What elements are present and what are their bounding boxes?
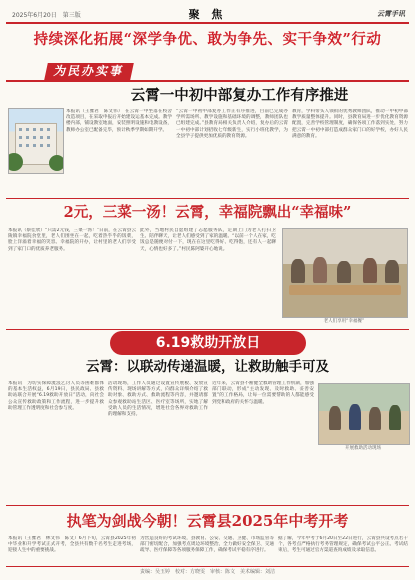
article-1-col-right: 教育，学科带头人领衔的优秀教师团队，推动一中初中部教学质量整体提升。同时，县教育局进一步优化教育资源配置，完善学校管理制度，确保各项工作落到实处，努力把云霄一中初中部打造成群众家门口的好学校，办好人民满意的教育。	[292, 109, 408, 139]
article-3-col-left: 本报讯 为切实保障流浪乞讨人员等困难群体的基本生活权益，6月19日，县民政局、县救助站联合开展“6.19救助开放日”活动，向社会公众宣传救助政策和工作流程，进一步提升救助管理工作透明度和社会参与度。	[8, 381, 104, 411]
divider	[6, 80, 409, 82]
relief-event-photo	[318, 383, 410, 445]
article-4-col-left: 本报讯（王雅君 林文伟 陈文）6月下旬，云霄县2025年初中毕业和升学考试正式开考，全县共有数千名考生走进考场，迎接人生中的重要挑战。	[8, 536, 136, 554]
article-1-col-mid: “云霄一中初中部复办工作正有序推进，目前已完成办学所需场所、教学设施和基础环境的调整，教师团队也已组建完成。”县教育局相关负责人介绍，复办后的云霄一中初中部计划招收七年级新生，实行小班化教学，为全县学子提供更加优质的教育资源。	[176, 109, 288, 139]
article-3-col-right: 近年来，云霄县不断健全救助管理工作机制，加强部门联动，形成“主动发现、及时救助、妥善安置”的工作格局，让每一位需要帮助的人都能感受到党和政府的关怀与温暖。	[212, 381, 314, 405]
section-tag-label: 为民办实事	[52, 64, 126, 78]
section-title: 聚 焦	[188, 8, 227, 21]
article-2-col-mid: 此外，当地村民自愿组建了志愿服务队，定期上门为老人打扫卫生、陪伴聊天，让老人们感受到了家的温暖。“以前一个人在家，吃饭总是随便对付一下，现在在这里吃得好、吃得饱，还有人一起聊天，心情也好多了。”村民陈阿婆开心地说。	[140, 228, 276, 252]
divider	[6, 505, 409, 506]
article-1-title: 云霄一中初中部复办工作有序推进	[130, 87, 349, 104]
event-ribbon: 6.19救助开放日	[110, 331, 306, 355]
divider	[6, 329, 409, 330]
article-3-col-mid: 活动现场，工作人员通过设置宣传展板、发放宣传资料、现场讲解等方式，向群众详细介绍了救助对象、救助方式、救助流程等内容，并邀请群众参观救助站生活区、医疗室等场所，实地了解受助人员的生活情况，增进社会各界对救助工作的理解和支持。	[108, 381, 208, 418]
article-2-photo-caption: 老人们享用“幸福餐”	[323, 319, 365, 324]
article-2-title: 2元，三菜一汤！云霄，幸福院飘出“幸福味”	[63, 204, 352, 221]
issue-date: 2025年6月20日 第三版	[12, 12, 81, 19]
divider	[6, 198, 409, 199]
article-4-col-right: 据了解，今年中考于6月20日至22日进行，云霄县共设考点若干个，各考点严格执行考务管理规定，确保考试公平公正。考试结束后，考生可通过官方渠道查询成绩及录取信息。	[278, 536, 408, 554]
school-building-photo	[8, 108, 64, 174]
elderly-dining-photo	[282, 228, 408, 318]
page-footer: 责编：吴玉婷 校对：方晓雯 审核：陈文 美术编辑：刘洁	[6, 566, 409, 577]
article-3-title: 云霄：以联动传递温暖，让救助触手可及	[86, 359, 329, 375]
section-tag	[44, 63, 134, 80]
article-4-col-mid: 为营造良好的考试环境，县教育、公安、交通、卫健、市场监管等部门密切配合，加强考点周边环境整治，全力做好安全保卫、交通疏导、医疗保障等各项服务保障工作，确保考试平稳有序进行。	[140, 536, 274, 554]
campaign-banner: 持续深化拓展“深学争优、敢为争先、实干争效”行动	[33, 31, 382, 48]
masthead	[6, 6, 409, 24]
article-1-col-left: 本报讯（王雅君 陈文伟） 在云霄一中坐落在校舍改造项目，在采取申报后开始建设运基本完成。教学楼内部，铺设教室地面，安装照明设施和电教设备，教师办公室已配备完毕，预计秋季学期如期开学。	[66, 109, 172, 133]
article-3-photo-caption: 开展救助活动现场	[345, 446, 381, 451]
paper-name: 云霄手讯	[377, 9, 405, 18]
article-4-title: 执笔为剑战今朝！云霄县2025年中考开考	[66, 512, 349, 530]
article-2-col-left: 本报讯（蔡佳欣）“只需2元钱，三菜一汤！”日前，在云霄县云陵镇幸福院食堂里，老人们围坐在一起，吃着热乎乎的饭菜，脸上洋溢着幸福的笑容。幸福院的开办，让村里的老人们享受到了家门口的优质养老服务。	[8, 228, 136, 252]
